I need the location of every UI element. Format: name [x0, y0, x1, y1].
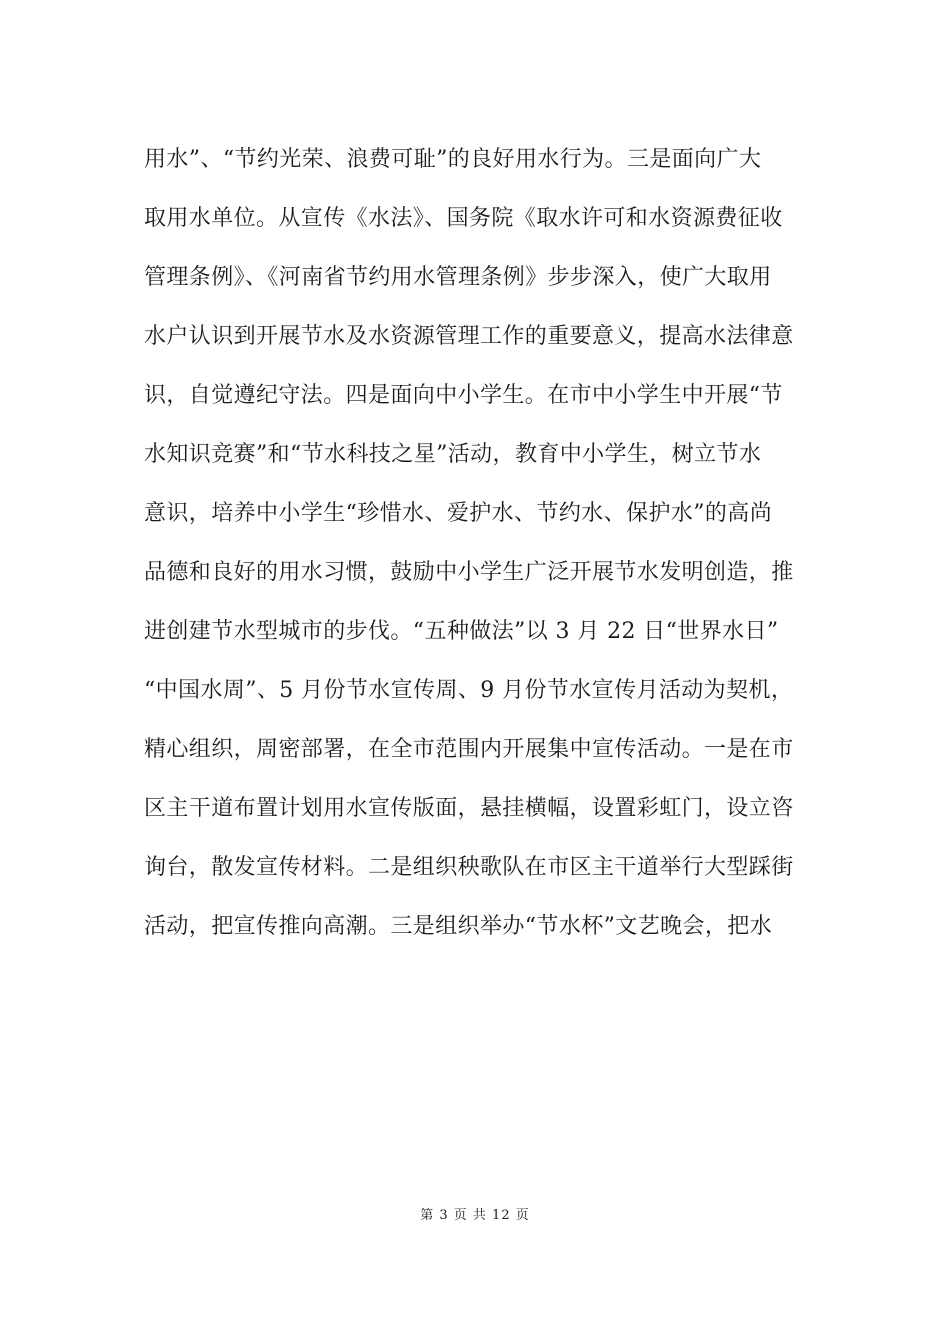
text-line: 活动，把宣传推向高潮。三是组织举办“节水杯”文艺晚会，把水 — [144, 914, 773, 939]
text-line: 水知识竞赛”和“节水科技之星”活动，教育中小学生，树立节水 — [144, 442, 762, 467]
text-line: 品德和良好的用水习惯，鼓励中小学生广泛开展节水发明创造，推 — [144, 560, 794, 585]
page-number-footer: 第 3 页 共 12 页 — [420, 1208, 530, 1223]
text-line: 管理条例》、《河南省节约用水管理条例》步步深入，使广大取用 — [144, 265, 772, 290]
text-line: “中国水周”、5 月份节水宣传周、9 月份节水宣传月活动为契机， — [144, 678, 794, 703]
text-line: 识，自觉遵纪守法。四是面向中小学生。在市中小学生中开展“节 — [144, 383, 783, 408]
text-line: 精心组织，周密部署，在全市范围内开展集中宣传活动。一是在市 — [144, 737, 794, 762]
text-line: 用水”、“节约光荣、浪费可耻”的良好用水行为。三是面向广大 — [144, 147, 762, 172]
text-line: 意识，培养中小学生“珍惜水、爱护水、节约水、保护水”的高尚 — [144, 501, 773, 526]
text-line: 询台，散发宣传材料。二是组织秧歌队在市区主干道举行大型踩街 — [144, 855, 794, 880]
text-line: 水户认识到开展节水及水资源管理工作的重要意义，提高水法律意 — [144, 324, 794, 349]
body-text — [144, 130, 814, 956]
text-line: 区主干道布置计划用水宣传版面，悬挂横幅，设置彩虹门，设立咨 — [144, 796, 794, 821]
text-line: 取用水单位。从宣传《水法》、国务院《取水许可和水资源费征收 — [144, 206, 783, 231]
text-line: 进创建节水型城市的步伐。“五种做法”以 3 月 22 日“世界水日” — [144, 619, 779, 644]
